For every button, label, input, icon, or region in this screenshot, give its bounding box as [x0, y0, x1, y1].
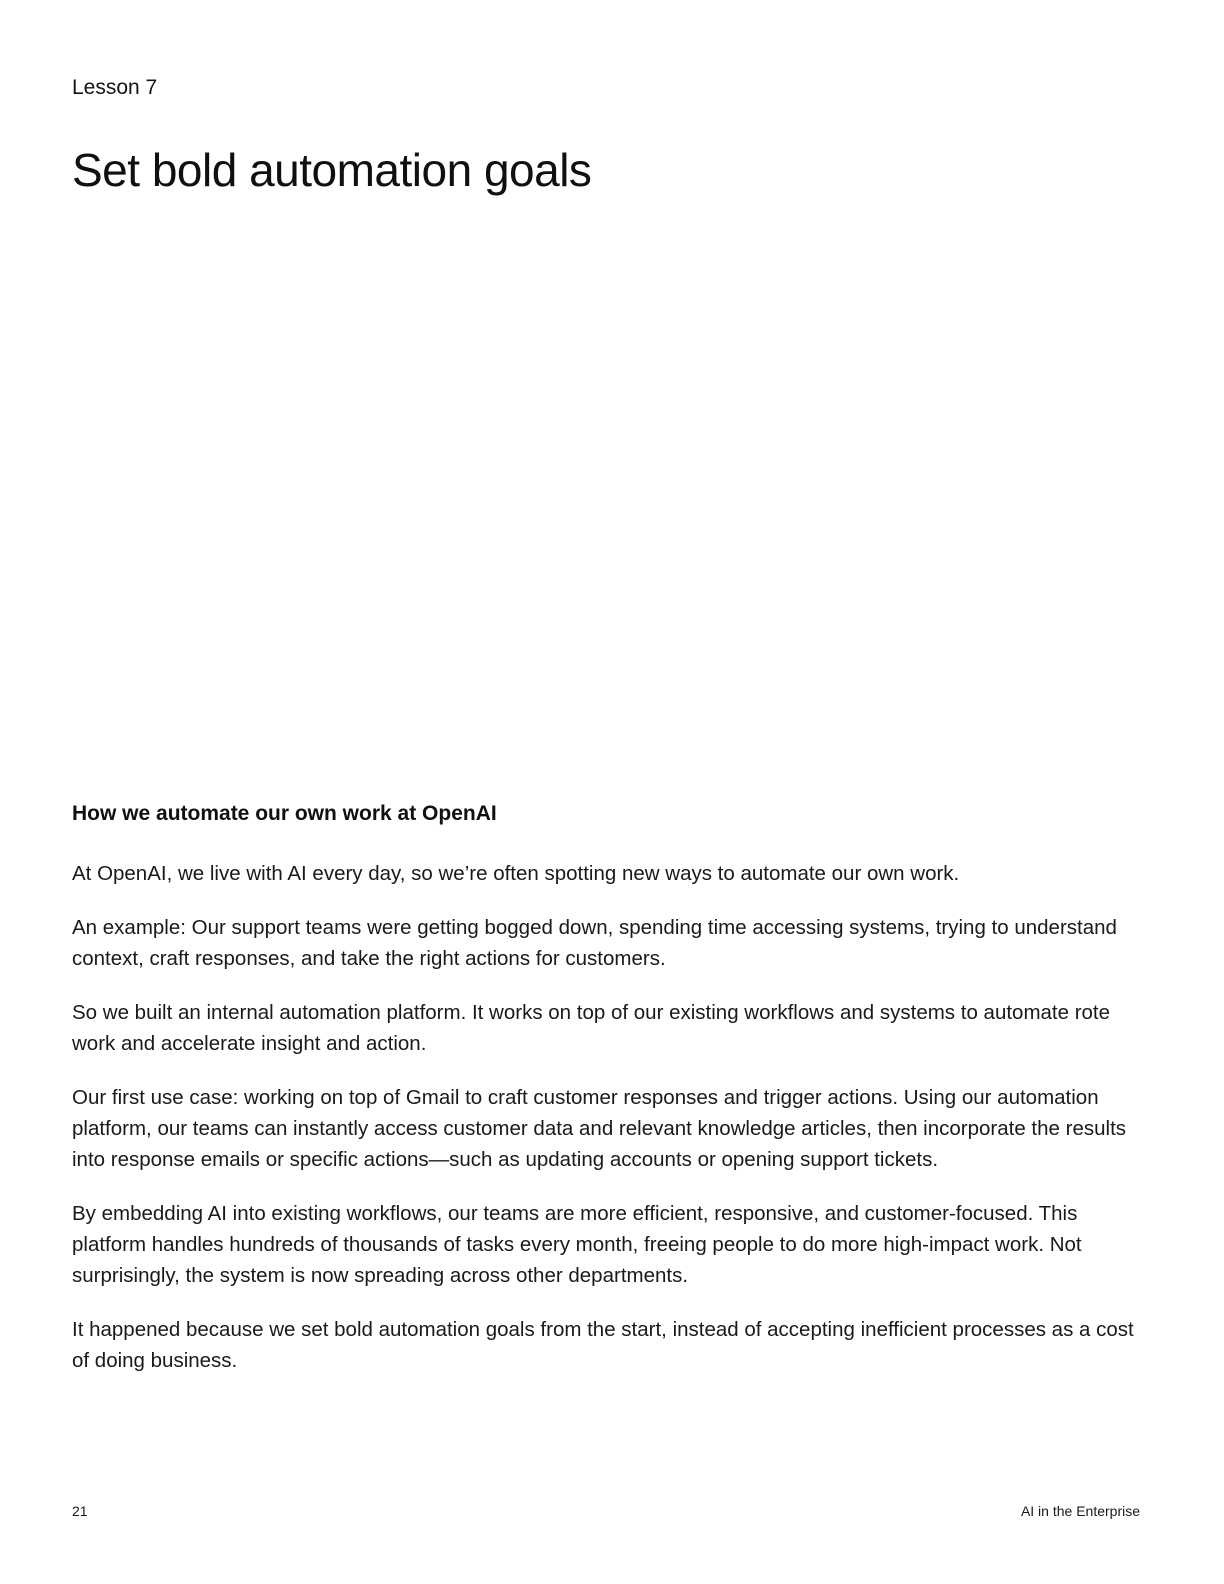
paragraph-5: By embedding AI into existing workflows, our teams are more efficient, responsive, and customer-focused. This platform handles hundreds of thousands of tasks every month, freeing people to do more high-impact work. Not surprisingly, the system is now spreading across other departments. — [72, 1202, 1082, 1288]
lesson-label: Lesson 7 — [72, 76, 158, 99]
section-heading: How we automate our own work at OpenAI — [72, 802, 497, 825]
paragraph-1: At OpenAI, we live with AI every day, so we’re often spotting new ways to automate our own work. — [72, 862, 960, 886]
page-footer — [72, 1503, 1140, 1519]
paragraph-6: It happened because we set bold automation goals from the start, instead of accepting inefficient processes as a cost of doing business. — [72, 1318, 1134, 1373]
paragraph-2: An example: Our support teams were getting bogged down, spending time accessing systems, trying to understand context, craft responses, and take the right actions for customers. — [72, 916, 1117, 971]
page-number: 21 — [72, 1503, 88, 1519]
document-title: AI in the Enterprise — [1020, 1503, 1140, 1519]
page-title: Set bold automation goals — [72, 144, 592, 196]
paragraph-4: Our first use case: working on top of Gmail to craft customer responses and trigger actions. Using our automation platform, our teams can instantly access customer data and relevant knowledge articles, then incorporate the results into response emails or specific actions—such as updating accounts or opening support tickets. — [72, 1086, 1127, 1172]
paragraph-3: So we built an internal automation platform. It works on top of our existing workflows and systems to automate rote work and accelerate insight and action. — [72, 1001, 1111, 1056]
body-content — [72, 800, 1140, 1399]
